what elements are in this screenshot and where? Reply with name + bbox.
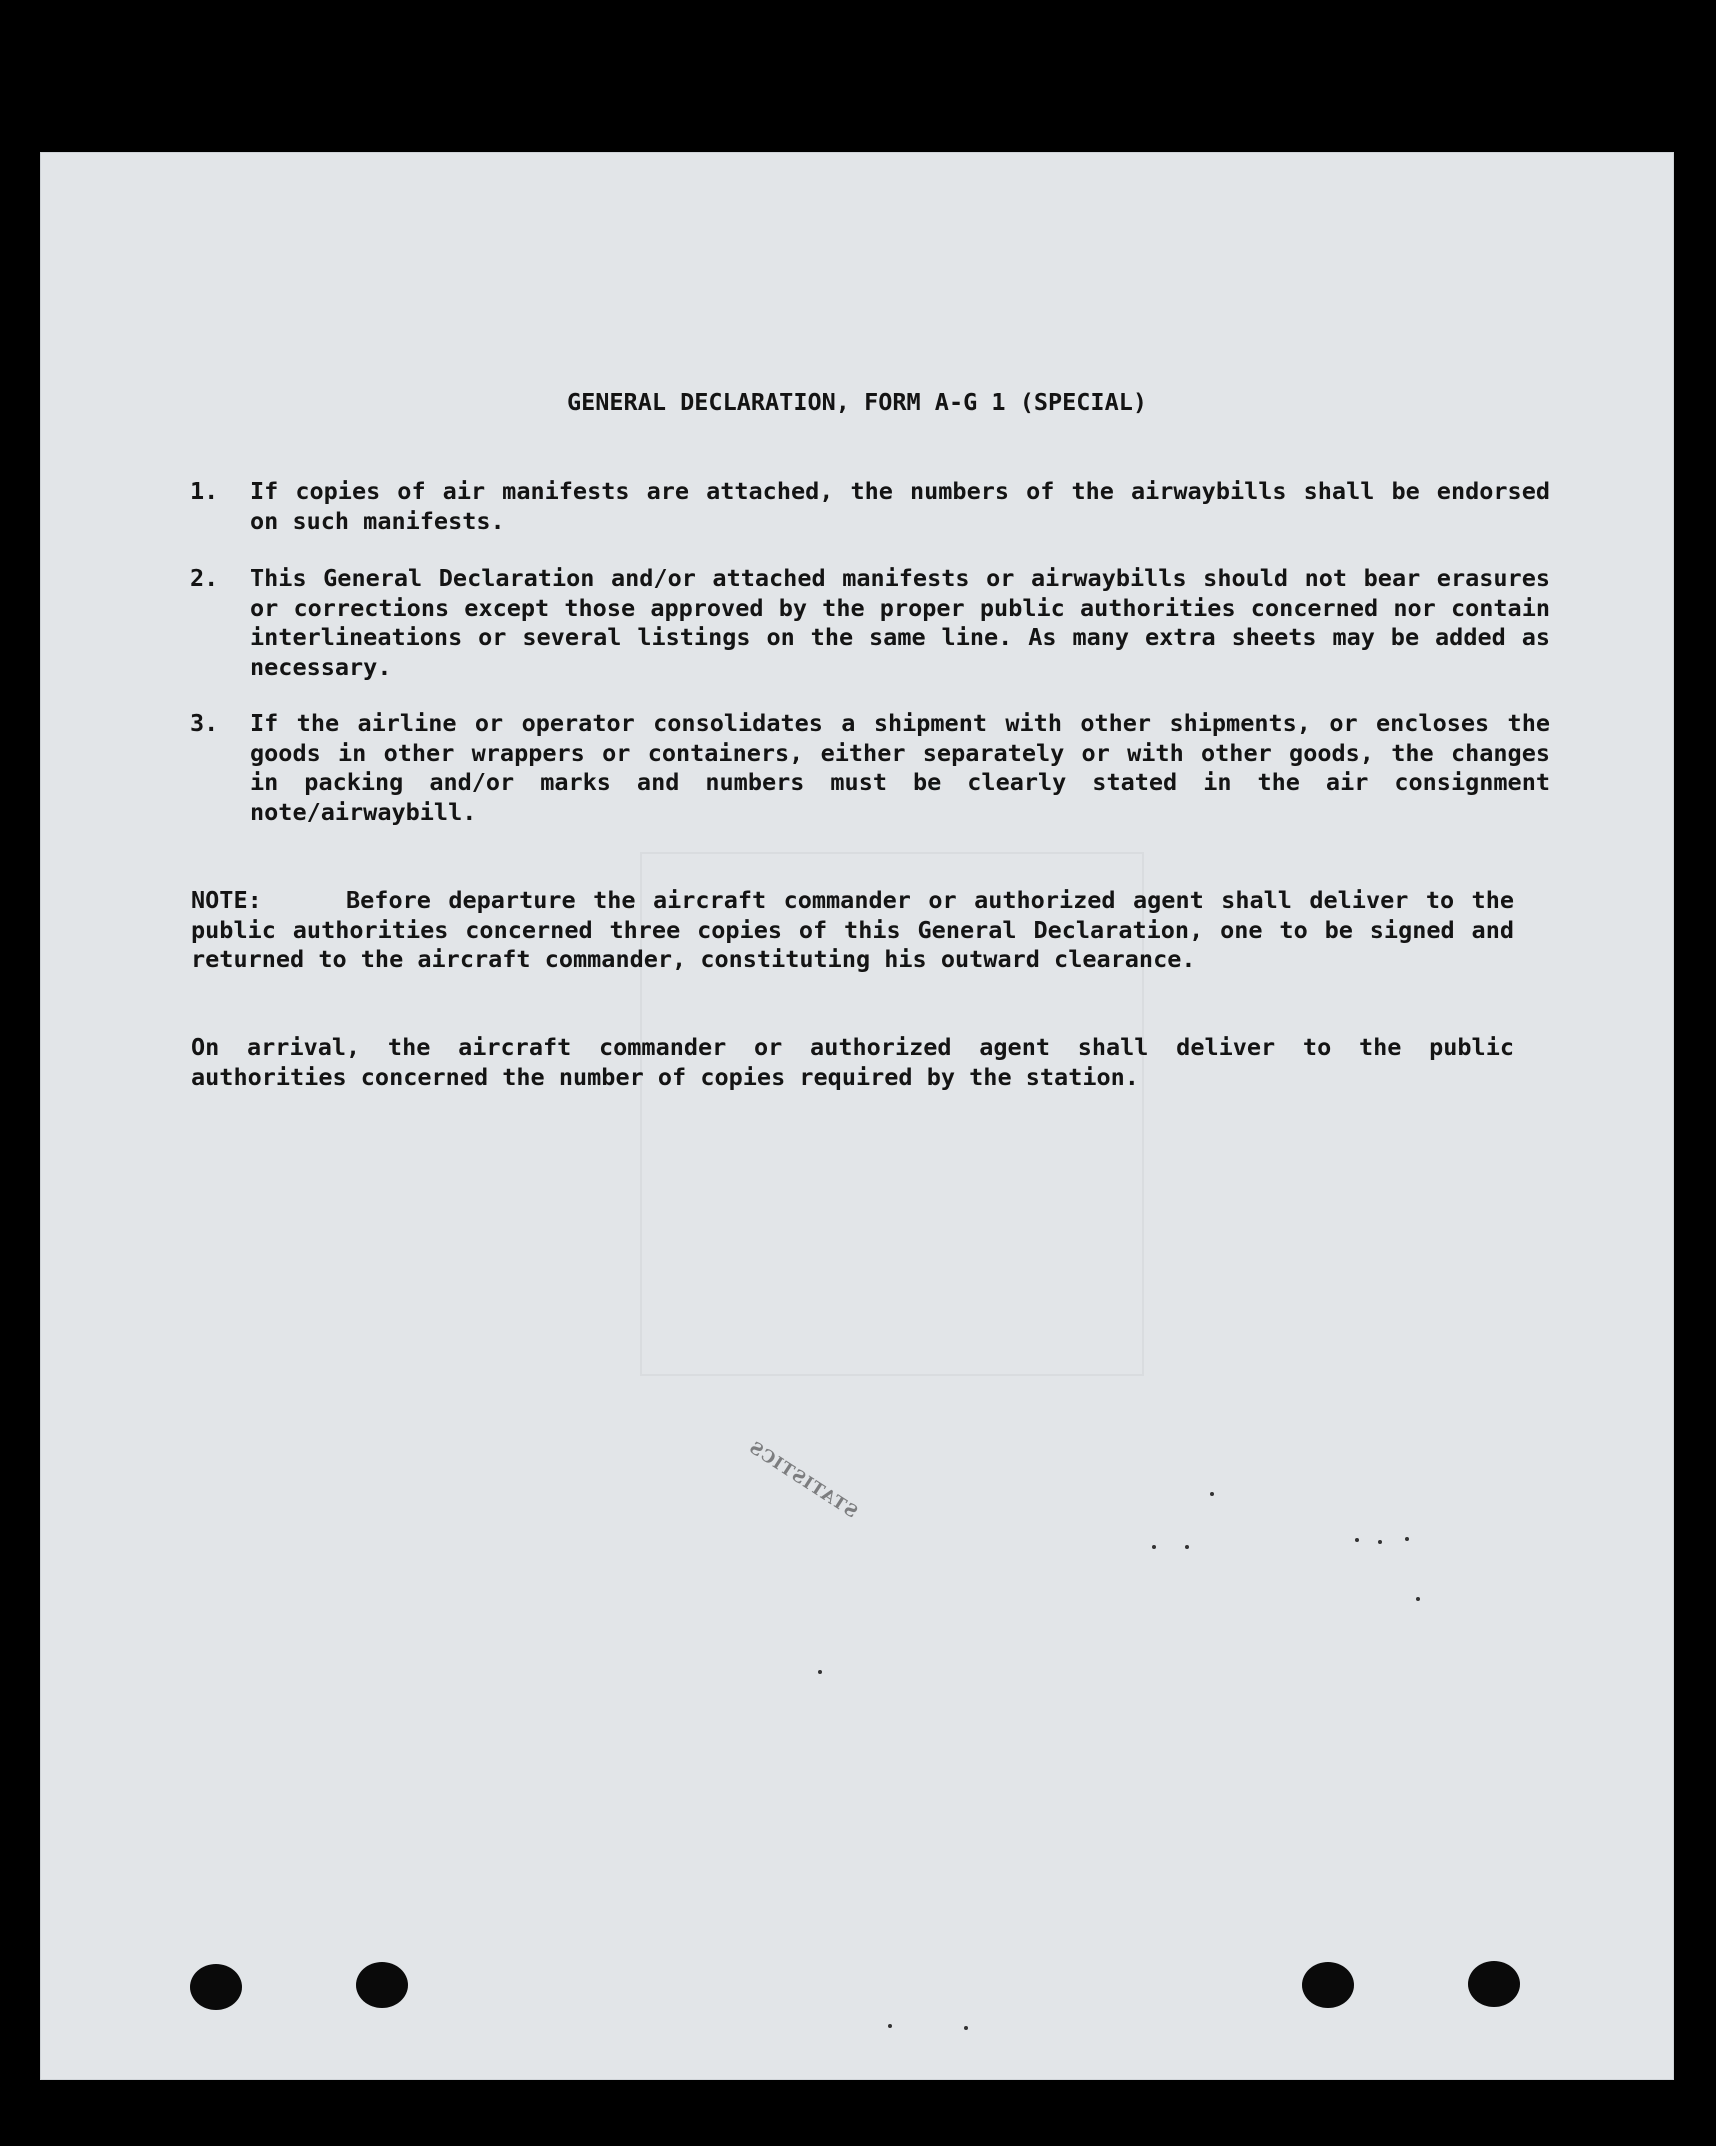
item-number: 1. [190,477,219,505]
punch-hole [190,1964,242,2010]
speck [888,2024,892,2028]
speck [1378,1540,1382,1544]
document-page [40,152,1674,2080]
punch-hole [1468,1961,1520,2007]
speck [1355,1538,1359,1542]
speck [818,1670,822,1674]
arrival-paragraph: On arrival, the aircraft commander or authorized agent shall deliver to the public authorities concerned the number of copies required by the station. [191,1033,1514,1091]
punch-hole [356,1962,408,2008]
note-text: Before departure the aircraft commander or authorized agent shall deliver to the public authorities concerned three copies of this General Declaration, one to be signed and returned to the aircraft commander, constituting his outward clearance. [191,886,1514,973]
speck [1152,1545,1156,1549]
item-text: If copies of air manifests are attached, the numbers of the airwaybills shall be endorsed on such manifests. [250,477,1550,535]
note-paragraph [191,886,1514,975]
speck [964,2026,968,2030]
speck [1210,1492,1214,1496]
speck [1185,1545,1189,1549]
item-number: 2. [190,564,219,592]
note-label: NOTE: [191,886,262,914]
item-text: If the airline or operator consolidates a shipment with other shipments, or encloses the goods in other wrappers or containers, either separately or with other goods, the changes in packing and/or marks and numbers must be clearly stated in the air consignment note/airwaybill. [250,709,1550,826]
speck [1405,1537,1409,1541]
speck [1416,1597,1420,1601]
item-text: This General Declaration and/or attached manifests or airwaybills should not bear erasures or corrections except those approved by the proper public authorities concerned nor contain interlineations or several listings on the same line. As many extra sheets may be added as necessary. [250,564,1550,681]
statistics-stamp: STATISTICS [744,1437,861,1523]
document-title: GENERAL DECLARATION, FORM A-G 1 (SPECIAL) [566,388,1148,416]
item-number: 3. [190,709,219,737]
punch-hole [1302,1962,1354,2008]
